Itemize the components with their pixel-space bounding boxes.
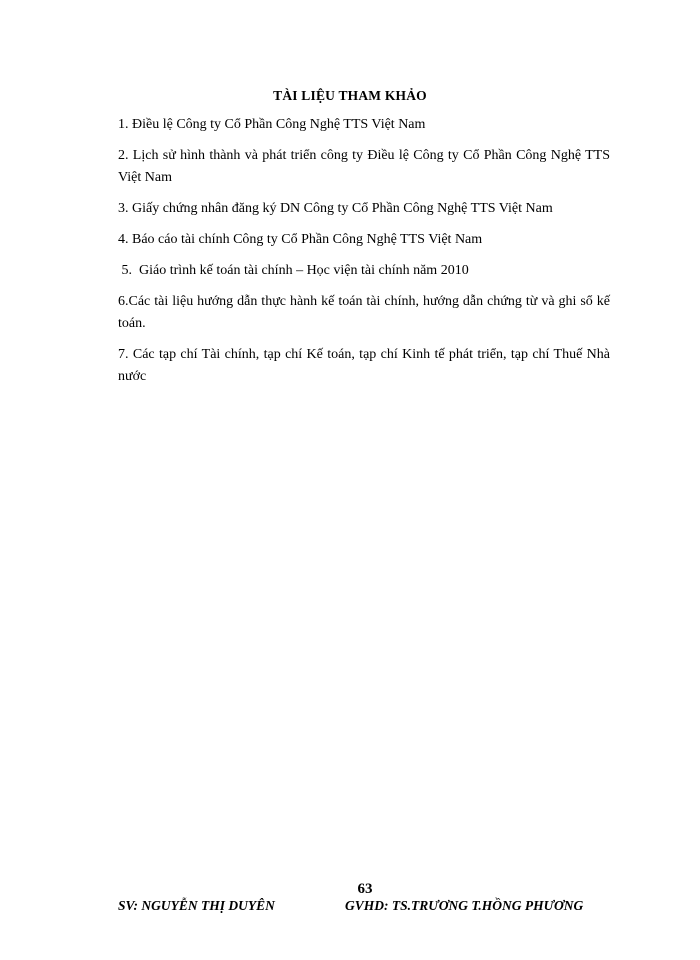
reference-item: 5. Giáo trình kế toán tài chính – Học viện tài chính năm 2010 (118, 263, 469, 278)
reference-item: 7. Các tạp chí Tài chính, tạp chí Kế toán, tạp chí Kinh tế phát triển, tạp chí Thuế Nhà nước (118, 347, 610, 384)
page-number: 63 (357, 881, 373, 897)
references-list (118, 114, 610, 397)
reference-item: 2. Lịch sử hình thành và phát triển công ty Điều lệ Công ty Cổ Phần Công Nghệ TTS Việt Nam (118, 148, 610, 185)
reference-item: 6.Các tài liệu hướng dẫn thực hành kế toán tài chính, hướng dẫn chứng từ và ghi sổ kế toán. (118, 294, 610, 331)
footer-student-name: SV: NGUYỄN THỊ DUYÊN (118, 898, 275, 913)
references-title: TÀI LIỆU THAM KHẢO (273, 88, 427, 103)
reference-item: 4. Báo cáo tài chính Công ty Cổ Phần Công Nghệ TTS Việt Nam (118, 232, 483, 247)
reference-item: 3. Giấy chứng nhân đăng ký DN Công ty Cổ Phần Công Nghệ TTS Việt Nam (118, 201, 553, 216)
footer-advisor-name: GVHD: TS.TRƯƠNG T.HỒNG PHƯƠNG (345, 898, 584, 913)
reference-item: 1. Điều lệ Công ty Cổ Phần Công Nghệ TTS Việt Nam (118, 117, 426, 132)
